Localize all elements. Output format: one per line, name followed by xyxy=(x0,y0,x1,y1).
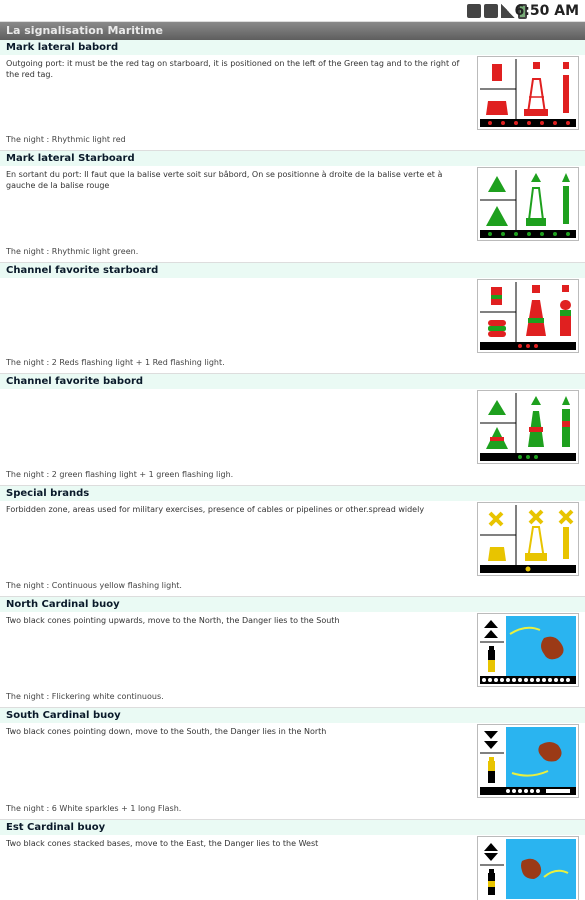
preferred-channel-port-icon xyxy=(477,390,579,464)
wifi-icon xyxy=(484,4,498,18)
list-item[interactable] xyxy=(0,263,585,374)
red-lateral-marks-icon xyxy=(477,56,579,130)
list-item-night-light: The night : 2 green flashing light + 1 green flashing ligh. xyxy=(6,469,234,479)
list-item[interactable] xyxy=(0,151,585,262)
list-item-title: Channel favorite starboard xyxy=(6,264,159,276)
list-item[interactable] xyxy=(0,820,585,900)
north-cardinal-icon xyxy=(477,613,579,687)
list-item-night-light: The night : Continuous yellow flashing light. xyxy=(6,580,182,590)
list-item-night-light: The night : Rhythmic light red xyxy=(6,135,126,145)
south-cardinal-icon xyxy=(477,724,579,798)
preferred-channel-starboard-icon xyxy=(477,279,579,353)
app-title: La signalisation Maritime xyxy=(6,24,163,37)
app-title-bar xyxy=(0,22,585,40)
list-item-description: Two black cones pointing down, move to the South, the Danger lies in the North xyxy=(6,727,327,737)
list-item-description: Forbidden zone, areas used for military exercises, presence of cables or pipelines or other.spread widely xyxy=(6,504,425,514)
list-item-night-light: The night : 6 White sparkles + 1 long Flash. xyxy=(6,803,182,813)
list-item[interactable] xyxy=(0,597,585,708)
notification-icon xyxy=(467,4,481,18)
list-item-title: South Cardinal buoy xyxy=(6,710,121,722)
list-item[interactable] xyxy=(0,486,585,597)
list-item-title: Special brands xyxy=(6,487,90,499)
status-bar xyxy=(0,0,585,22)
signal-icon xyxy=(501,4,515,18)
list-item-title: Channel favorite babord xyxy=(6,376,144,388)
list-item-night-light: The night : Flickering white continuous. xyxy=(6,692,164,702)
list-item[interactable] xyxy=(0,374,585,485)
list-item[interactable] xyxy=(0,708,585,819)
list-item-title: North Cardinal buoy xyxy=(6,598,120,610)
status-time: 6:50 AM xyxy=(514,3,579,19)
list-item-description: En sortant du port: Il faut que la balise verte soit sur bâbord, On se positionne à droite de la balise verte et à gauche de la balise rouge xyxy=(6,170,443,191)
list-item-title: Mark lateral Starboard xyxy=(6,153,135,165)
east-cardinal-icon xyxy=(477,836,579,900)
list-item[interactable] xyxy=(0,40,585,151)
list-item-night-light: The night : 2 Reds flashing light + 1 Red flashing light. xyxy=(6,358,225,368)
list-item-title: Est Cardinal buoy xyxy=(6,821,106,833)
list-item-title: Mark lateral babord xyxy=(6,42,119,53)
list-item-description: Two black cones stacked bases, move to the East, the Danger lies to the West xyxy=(6,838,319,848)
list-item-description: Outgoing port: it must be the red tag on starboard, it is positioned on the left of the Green tag and to the right of the red tag. xyxy=(6,59,460,79)
list-item-night-light: The night : Rhythmic light green. xyxy=(6,246,139,256)
green-lateral-marks-icon xyxy=(477,167,579,241)
list-item-description: Two black cones pointing upwards, move to the North, the Danger lies to the South xyxy=(6,615,340,625)
marks-list[interactable] xyxy=(0,40,585,900)
special-marks-icon xyxy=(477,502,579,576)
